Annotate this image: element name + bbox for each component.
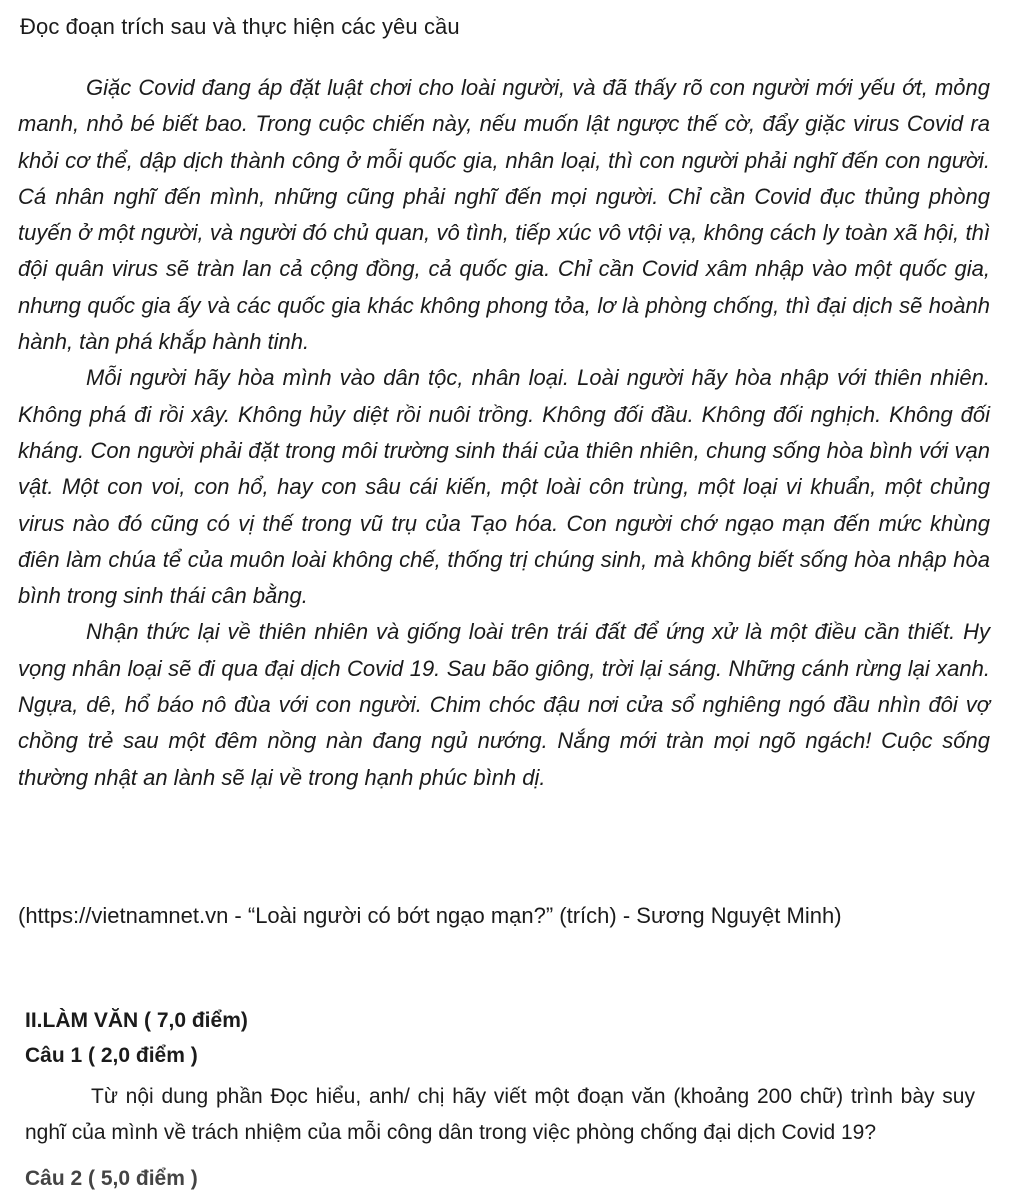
instruction-heading: Đọc đoạn trích sau và thực hiện các yêu cầu [20, 14, 460, 39]
question-1-body: Từ nội dung phần Đọc hiểu, anh/ chị hãy viết một đoạn văn (khoảng 200 chữ) trình bày suy nghĩ của mình về trách nhiệm của mỗi công dân trong việc phòng chống đại dịch Covid 19? [25, 1085, 975, 1144]
excerpt-paragraph-2: Mỗi người hãy hòa mình vào dân tộc, nhân loại. Loài người hãy hòa nhập với thiên nhiên. Không phá đi rồi xây. Không hủy diệt rồi nuôi trồng. Không đối đầu. Không đối nghịch. Không đối kháng. Con người phải đặt trong môi trường sinh thái của thiên nhiên, chung sống hòa bình với vạn vật. Một con voi, con hổ, hay con sâu cái kiến, một loài côn trùng, một loại vi khuẩn, một chủng virus nào đó cũng có vị thế trong vũ trụ của Tạo hóa. Con người chớ ngạo mạn đến mức khùng điên làm chúa tể của muôn loài không chế, thống trị chúng sinh, mà không biết sống hòa nhập hòa bình trong sinh thái cân bằng. [18, 365, 990, 609]
section-title: II.LÀM VĂN ( 7,0 điểm) [25, 1009, 248, 1032]
excerpt-paragraph-3: Nhận thức lại về thiên nhiên và giống loài trên trái đất để ứng xử là một điều cần thiết. Hy vọng nhân loại sẽ đi qua đại dịch Covid 19. Sau bão giông, trời lại sáng. Những cánh rừng lại xanh. Ngựa, dê, hổ báo nô đùa với con người. Chim chóc đậu nơi cửa sổ nghiêng ngó đầu nhìn đôi vợ chồng trẻ sau một đêm nồng nàn đang ngủ nướng. Nắng mới tràn mọi ngõ ngách! Cuộc sống thường nhật an lành sẽ lại về trong hạnh phúc bình dị. [18, 619, 990, 790]
question-1-title: Câu 1 ( 2,0 điểm ) [25, 1044, 198, 1067]
cutoff-next-question [25, 1167, 255, 1190]
cutoff-next-question-text: Câu 2 ( 5,0 điểm ) [25, 1167, 198, 1190]
excerpt-paragraph-1: Giặc Covid đang áp đặt luật chơi cho loài người, và đã thấy rõ con người mới yếu ớt, mỏng manh, nhỏ bé biết bao. Trong cuộc chiến này, nếu muốn lật ngược thế cờ, đẩy giặc virus Covid ra khỏi cơ thể, dập dịch thành công ở mỗi quốc gia, nhân loại, thì con người phải nghĩ đến con người. Cá nhân nghĩ đến mình, những cũng phải nghĩ đến mọi người. Chỉ cần Covid đục thủng phòng tuyến ở một người, và người đó chủ quan, vô tình, tiếp xúc vô vtội vạ, không cách ly toàn xã hội, thì đội quân virus sẽ tràn lan cả cộng đồng, cả quốc gia. Chỉ cần Covid xâm nhập vào một quốc gia, nhưng quốc gia ấy và các quốc gia khác không phong tỏa, lơ là phòng chống, thì đại dịch sẽ hoành hành, tàn phá khắp hành tinh. [18, 75, 990, 355]
excerpt-source: (https://vietnamnet.vn - “Loài người có bớt ngạo mạn?” (trích) - Sương Nguyệt Minh) [18, 903, 842, 928]
reading-excerpt [18, 70, 990, 796]
